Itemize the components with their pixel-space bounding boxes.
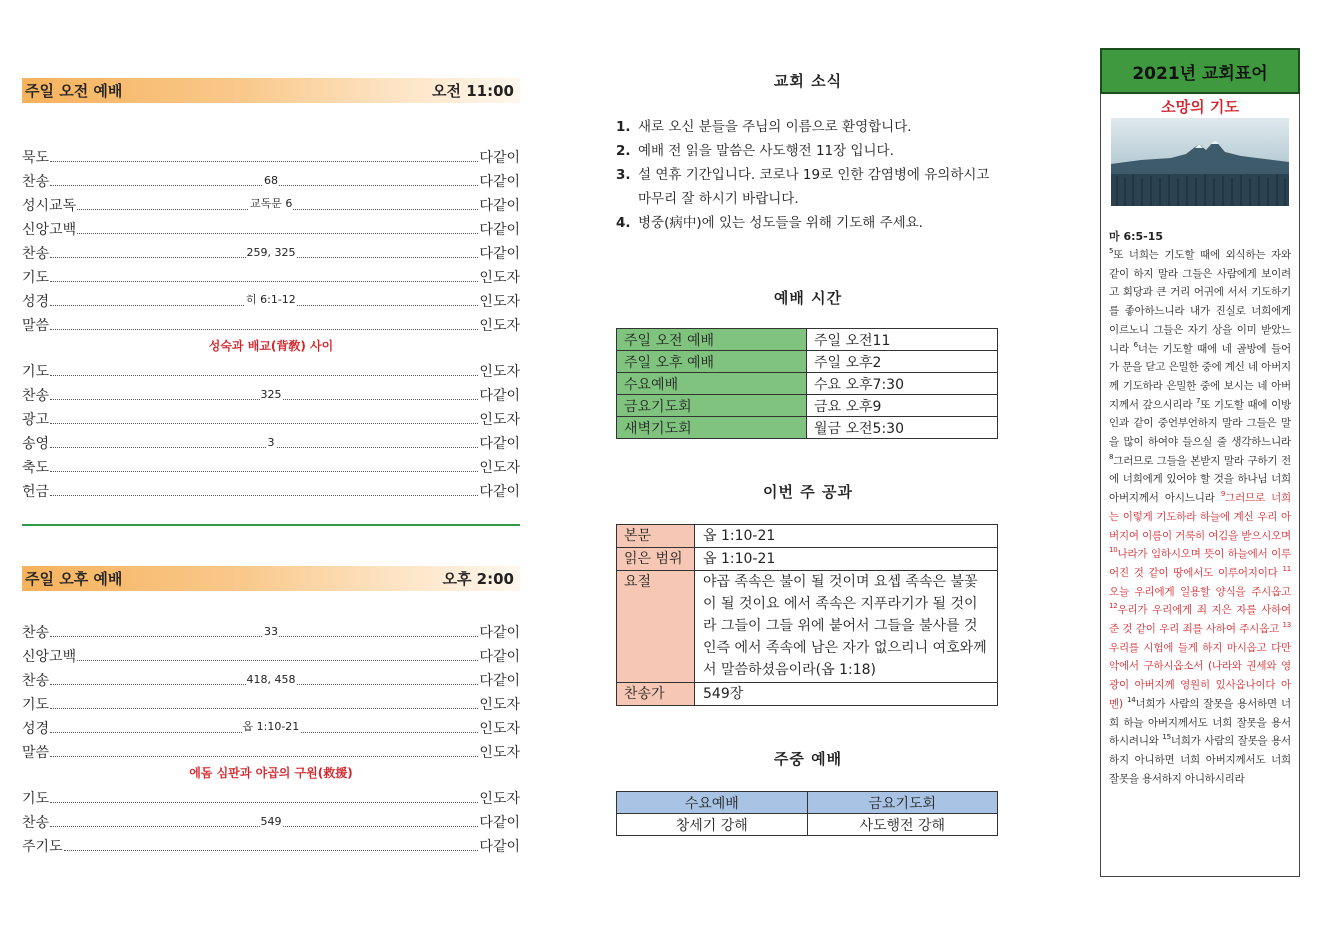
verse-number: 14 (1126, 695, 1136, 704)
order-row (22, 215, 520, 239)
info-column (616, 70, 1000, 836)
news-item (616, 163, 1000, 211)
table-row (617, 548, 998, 571)
order-row (22, 453, 520, 477)
order-item-name: 찬송 (22, 171, 50, 191)
table-row (617, 351, 998, 373)
dot-leader (50, 329, 478, 330)
am-service-title: 주일 오전 예배 (25, 82, 123, 100)
order-item-detail: 325 (260, 388, 282, 401)
order-item-leader: 다같이 (478, 812, 520, 832)
pm-service-header (22, 566, 520, 591)
lesson-text-value: 옵 1:10-21 (695, 525, 998, 548)
order-item-detail: 549 (260, 815, 282, 828)
order-item-detail: 옵 1:10-21 (242, 720, 300, 733)
table-row (617, 417, 998, 439)
order-item-leader: 인도자 (478, 409, 520, 429)
order-row (22, 808, 520, 832)
schedule-title: 예배 시간 (773, 289, 843, 307)
order-item-leader: 다같이 (478, 622, 520, 642)
order-row (22, 381, 520, 405)
order-item-leader: 인도자 (478, 361, 520, 381)
table-row (617, 373, 998, 395)
order-item-name: 성시교독 (22, 195, 77, 215)
dot-leader (77, 660, 478, 661)
news-item-text: 예배 전 읽을 말씀은 사도행전 11장 입니다. (638, 143, 894, 159)
scripture-verse: $^7$또 기도할 때에 이방인과 같이 중언부언하지 말라 그들은 말을 많이 하여야 들으실 줄 생각하느니라 (1109, 396, 1291, 449)
order-row (22, 618, 520, 642)
scripture-verse: $^{10}$나라가 임하시오며 뜻이 하늘에서 이루어진 것 같이 땅에서도 이루어지이다 (1109, 546, 1291, 579)
order-item-detail: 히 6:1-12 (246, 293, 296, 306)
dot-leader (77, 233, 478, 234)
order-item-name: 기도 (22, 267, 50, 287)
order-row (22, 143, 520, 167)
sermon-title: 성숙과 배교(背敎) 사이 (208, 339, 334, 353)
order-item-leader: 인도자 (478, 457, 520, 477)
news-item-number: 1. (616, 119, 631, 135)
schedule-service-time: 주일 오전11 (807, 329, 998, 351)
order-item-leader: 다같이 (478, 646, 520, 666)
schedule-service-time: 주일 오후2 (807, 351, 998, 373)
verse-number: 8 (1109, 452, 1114, 461)
midweek-value-wed: 창세기 강해 (617, 814, 808, 836)
table-row (617, 395, 998, 417)
verse-number: 6 (1133, 340, 1138, 349)
order-item-leader: 다같이 (478, 670, 520, 690)
schedule-service-name: 수요예배 (617, 373, 807, 395)
news-item (616, 115, 1000, 139)
order-item-detail: 259, 325 (246, 246, 296, 259)
lesson-table (616, 524, 998, 706)
schedule-service-name: 주일 오후 예배 (617, 351, 807, 373)
order-item-name: 축도 (22, 457, 50, 477)
order-row (22, 477, 520, 501)
table-row (617, 683, 998, 706)
mountain-landscape-image (1111, 118, 1289, 206)
order-item-name: 기도 (22, 361, 50, 381)
verse-number: 12 (1109, 602, 1118, 611)
scripture-verse: $^6$너는 기도할 때에 네 골방에 들어가 문을 닫고 은밀한 중에 계신 네 아버지께 기도하라 은밀한 중에 보시는 네 아버지께서 갚으시리라 (1109, 340, 1291, 411)
order-item-name: 성경 (22, 291, 50, 311)
order-item-name: 신앙고백 (22, 219, 77, 239)
order-row (22, 239, 520, 263)
order-row (22, 311, 520, 335)
dot-leader (50, 495, 478, 496)
order-item-name: 찬송 (22, 622, 50, 642)
verse-number: 10 (1109, 546, 1118, 555)
lesson-verse-label: 요절 (617, 571, 695, 683)
order-row (22, 690, 520, 714)
order-item-detail: 3 (267, 436, 275, 449)
order-item-name: 찬송 (22, 243, 50, 263)
schedule-service-time: 수요 오후7:30 (807, 373, 998, 395)
news-item (616, 211, 1000, 235)
news-item-text: 병중(病中)에 있는 성도들을 위해 기도해 주세요. (638, 215, 923, 231)
verse-number: 9 (1220, 490, 1226, 499)
order-item-name: 기도 (22, 788, 50, 808)
order-item-leader: 인도자 (478, 315, 520, 335)
order-item-name: 광고 (22, 409, 50, 429)
order-item-leader: 다같이 (478, 147, 520, 167)
order-item-detail: 68 (264, 174, 278, 187)
scripture-verse: $^{11}$오늘 우리에게 일용할 양식을 주시옵고 (1109, 564, 1291, 598)
order-row (22, 191, 520, 215)
order-item-name: 찬송 (22, 812, 50, 832)
midweek-header-wed: 수요예배 (617, 792, 808, 814)
order-row (22, 642, 520, 666)
midweek-title: 주중 예배 (773, 750, 843, 768)
lesson-hymn-value: 549장 (695, 683, 998, 706)
order-item-leader: 다같이 (478, 195, 520, 215)
midweek-header-fri: 금요기도회 (807, 792, 998, 814)
table-row (617, 792, 998, 814)
order-item-leader: 다같이 (478, 481, 520, 501)
news-list (616, 115, 1000, 235)
order-row (22, 167, 520, 191)
order-item-leader: 다같이 (478, 171, 520, 191)
order-item-name: 신앙고백 (22, 646, 77, 666)
lesson-hymn-label: 찬송가 (617, 683, 695, 706)
order-item-detail: 교독문 6 (250, 197, 293, 210)
table-row (617, 525, 998, 548)
sermon-title: 에돔 심판과 야곱의 구원(救援) (189, 766, 353, 780)
scripture-verse: $^5$또 너희는 기도할 때에 외식하는 자와 같이 하지 말라 그들은 사람에게 보이려고 회당과 큰 거리 어귀에 서서 기도하기를 좋아하느니라 내가 진실로 너희에게 이르노니 그들은 자기 상을 이미 받았느니라 (1109, 247, 1291, 355)
dot-leader (50, 802, 478, 803)
schedule-service-time: 월금 오전5:30 (807, 417, 998, 439)
dot-leader (50, 708, 478, 709)
dot-leader (64, 850, 479, 851)
schedule-service-name: 금요기도회 (617, 395, 807, 417)
scripture-verse: $^9$그러므로 너희는 이렇게 기도하라 하늘에 계신 우리 아버지여 이름이 거룩히 여김을 받으시오며 (1109, 490, 1291, 542)
order-item-detail: 418, 458 (246, 673, 296, 686)
order-item-leader: 인도자 (478, 694, 520, 714)
news-item-number: 3. (616, 167, 631, 183)
table-row (617, 571, 998, 683)
prayer-title: 소망의 기도 (1161, 98, 1239, 116)
scripture-text (1109, 246, 1291, 788)
dot-leader (50, 161, 478, 162)
motto-title: 2021년 교회표어 (1100, 48, 1300, 94)
order-item-name: 주기도 (22, 836, 64, 856)
order-row (22, 738, 520, 762)
dot-leader (50, 375, 478, 376)
scripture-reference: 마 6:5-15 (1109, 230, 1164, 243)
order-item-name: 기도 (22, 694, 50, 714)
order-item-name: 송영 (22, 433, 50, 453)
scripture-verse: $^{15}$너희가 사람의 잘못을 용서하지 아니하면 너희 아버지께서도 너희 잘못을 용서하지 아니하시리라 (1109, 733, 1291, 785)
order-item-leader: 다같이 (478, 243, 520, 263)
schedule-service-name: 새벽기도회 (617, 417, 807, 439)
verse-number: 15 (1162, 733, 1171, 742)
order-item-name: 찬송 (22, 670, 50, 690)
order-item-name: 말씀 (22, 315, 50, 335)
verse-number: 13 (1282, 621, 1291, 630)
lesson-range-label: 읽은 범위 (617, 548, 695, 571)
schedule-service-name: 주일 오전 예배 (617, 329, 807, 351)
order-row (22, 287, 520, 311)
motto-panel (1100, 94, 1300, 877)
schedule-service-time: 금요 오후9 (807, 395, 998, 417)
news-item-text: 설 연휴 기간입니다. 코로나 19로 인한 감염병에 유의하시고 마무리 잘 하시기 바랍니다. (638, 167, 990, 207)
order-row (22, 666, 520, 690)
order-row (22, 714, 520, 738)
order-item-leader: 다같이 (478, 385, 520, 405)
verse-number: 11 (1282, 564, 1291, 573)
order-item-name: 성경 (22, 718, 50, 738)
schedule-table (616, 328, 998, 439)
pm-service-title: 주일 오후 예배 (25, 570, 123, 588)
am-service-header (22, 78, 520, 103)
news-title: 교회 소식 (773, 72, 843, 90)
midweek-value-fri: 사도행전 강해 (807, 814, 998, 836)
section-divider (22, 524, 520, 526)
worship-order-column (22, 78, 520, 856)
dot-leader (50, 447, 478, 448)
order-item-name: 묵도 (22, 147, 50, 167)
table-row (617, 814, 998, 836)
dot-leader (50, 471, 478, 472)
am-service-time: 오전 11:00 (432, 82, 514, 100)
verse-number: 5 (1109, 247, 1114, 255)
am-order-list (22, 143, 520, 501)
scripture-verse: $^{13}$우리를 시험에 들게 하지 마시옵고 다만 악에서 구하시옵소서 (나라와 권세와 영광이 아버지께 영원히 있사옵나이다 아멘) (1109, 621, 1291, 710)
order-item-leader: 인도자 (478, 267, 520, 287)
lesson-verse-value: 야곱 족속은 불이 될 것이며 요셉 족속은 불꽃이 될 것이요 에서 족속은 지푸라기가 될 것이라 그들이 그들 위에 붙어서 그들을 불사를 것인즉 에서 족속에 남은 자가 없으리니 여호와께서 말씀하셨음이라(옵 1:18) (695, 571, 998, 683)
lesson-text-label: 본문 (617, 525, 695, 548)
scripture-verse: $^{14}$너희가 사람의 잘못을 용서하면 너희 하늘 아버지께서도 너희 잘못을 용서하시려니와 (1109, 695, 1291, 748)
pm-order-list (22, 618, 520, 856)
order-item-name: 말씀 (22, 742, 50, 762)
order-row (22, 429, 520, 453)
news-item-number: 4. (616, 215, 631, 231)
order-item-leader: 다같이 (478, 836, 520, 856)
order-item-name: 헌금 (22, 481, 50, 501)
order-row (22, 832, 520, 856)
order-item-leader: 인도자 (478, 718, 520, 738)
motto-column (1100, 48, 1300, 877)
news-item (616, 139, 1000, 163)
scripture-verse: $^{12}$우리가 우리에게 죄 지은 자를 사하여 준 것 같이 우리 죄를 사하여 주시옵고 (1109, 602, 1291, 636)
order-item-name: 찬송 (22, 385, 50, 405)
scripture-verse: $^8$그러므로 그들을 본받지 말라 구하기 전에 너희에게 있어야 할 것을 하나님 너희 아버지께서 아시느니라 (1109, 452, 1291, 505)
lesson-title: 이번 주 공과 (763, 483, 853, 501)
order-item-leader: 인도자 (478, 788, 520, 808)
news-item-number: 2. (616, 143, 631, 159)
verse-number: 7 (1196, 396, 1201, 405)
order-item-leader: 다같이 (478, 219, 520, 239)
pm-service-time: 오후 2:00 (442, 570, 514, 588)
table-row (617, 329, 998, 351)
dot-leader (50, 281, 478, 282)
order-item-leader: 다같이 (478, 433, 520, 453)
dot-leader (50, 756, 478, 757)
order-row (22, 784, 520, 808)
news-item-text: 새로 오신 분들을 주님의 이름으로 환영합니다. (638, 119, 912, 135)
order-row (22, 357, 520, 381)
order-item-detail: 33 (264, 625, 278, 638)
dot-leader (50, 423, 478, 424)
order-row (22, 405, 520, 429)
order-item-leader: 인도자 (478, 291, 520, 311)
lesson-range-value: 옵 1:10-21 (695, 548, 998, 571)
midweek-table (616, 791, 998, 836)
order-row (22, 263, 520, 287)
order-item-leader: 인도자 (478, 742, 520, 762)
